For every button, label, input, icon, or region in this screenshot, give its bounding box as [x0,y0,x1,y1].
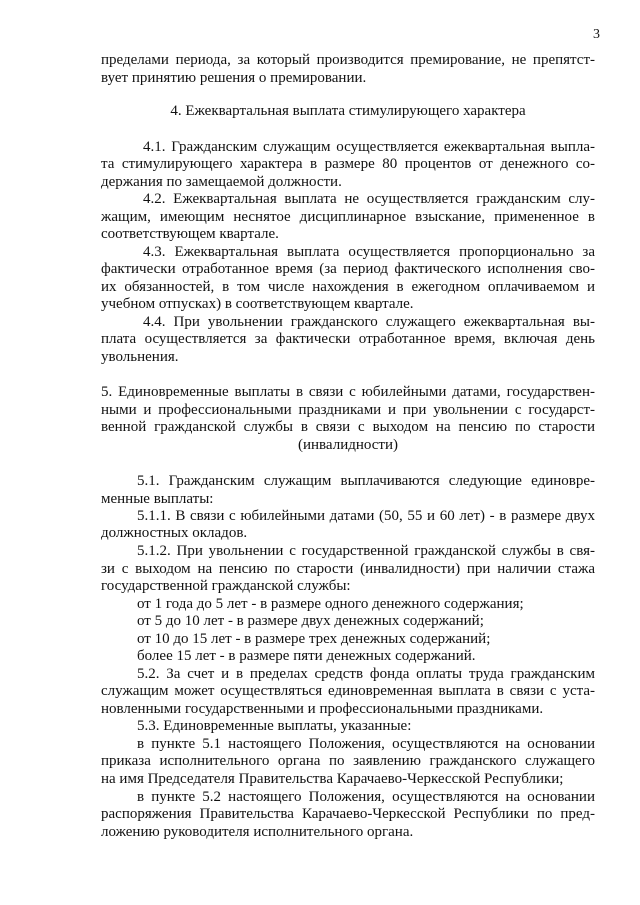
text-line: 4.3. Ежеквартальная выплата осуществляется пропорционально за [143,244,595,260]
text-line: пределами периода, за который производится премирование, не препятст- [101,52,595,68]
text-line: 4.2. Ежеквартальная выплата не осуществляется гражданским слу- [143,191,595,207]
text-line: распоряжения Правительства Карачаево-Черкесской Республики по пред- [101,806,595,822]
text-line: от 1 года до 5 лет - в размере одного денежного содержания; [137,596,524,612]
text-line: венной гражданской службы в связи с выходом на пенсию по старости [101,419,595,435]
text-line: жащим, имеющим неснятое дисциплинарное взыскание, примененное в [101,209,595,225]
text-line: более 15 лет - в размере пяти денежных содержаний. [137,648,476,664]
text-line: 5.1.2. При увольнении с государственной гражданской службы в свя- [137,543,595,559]
text-line: новленными государственными и профессиональными праздниками. [101,701,544,717]
text-line: учебном отпусках) в соответствующем квартале. [101,296,414,312]
text-line: 5.1.1. В связи с юбилейными датами (50, 55 и 60 лет) - в размере двух [137,508,595,524]
text-line: зи с выходом на пенсию по старости (инвалидности) при наличии стажа [101,561,595,577]
text-line: в пункте 5.1 настоящего Положения, осуществляются на основании [137,736,595,752]
page-number: 3 [593,27,600,42]
text-line: государственной гражданской службы: [101,578,351,594]
text-line: плата осуществляется за фактически отработанное время, включая день [101,331,595,347]
text-line: фактически отработанное время (за период фактического исполнения сво- [101,261,595,277]
text-line: ными и профессиональными праздниками и при увольнении с государст- [101,402,595,418]
text-line: от 10 до 15 лет - в размере трех денежных содержаний; [137,631,491,647]
text-line: 4.1. Гражданским служащим осуществляется ежеквартальная выпла- [143,139,595,155]
text-line: соответствующем квартале. [101,226,279,242]
text-line: от 5 до 10 лет - в размере двух денежных содержаний; [137,613,484,629]
text-line: должностных окладов. [101,525,248,541]
text-line: в пункте 5.2 настоящего Положения, осуществляются на основании [137,789,595,805]
text-line: ложению руководителя исполнительного органа. [101,824,414,840]
text-line: служащим может осуществляться единовременная выплата в связи с уста- [101,683,595,699]
text-line: на имя Председателя Правительства Карачаево-Черкесской Республики; [101,771,564,787]
text-line: менные выплаты: [101,491,214,507]
text-line: 4.4. При увольнении гражданского служащего ежеквартальная вы- [143,314,595,330]
text-line: приказа исполнительного органа по заявлению гражданского служащего [101,753,595,769]
text-line: 4. Ежеквартальная выплата стимулирующего характера [170,103,526,119]
text-line: 5. Единовременные выплаты в связи с юбилейными датами, государствен- [101,384,595,400]
text-line: 5.2. За счет и в пределах средств фонда оплаты труда гражданским [137,666,595,682]
text-line: держания по замещаемой должности. [101,174,342,190]
text-line: увольнения. [101,349,179,365]
text-line: (инвалидности) [297,437,398,453]
text-line: вует принятию решения о премировании. [101,70,367,86]
text-line: их обязанностей, в том числе нахождения в ежегодном оплачиваемом и [101,279,595,295]
text-line: 5.1. Гражданским служащим выплачиваются следующие единовре- [137,473,595,489]
text-line: 5.3. Единовременные выплаты, указанные: [137,718,412,734]
text-line: та стимулирующего характера в размере 80 процентов от денежного со- [101,156,595,172]
